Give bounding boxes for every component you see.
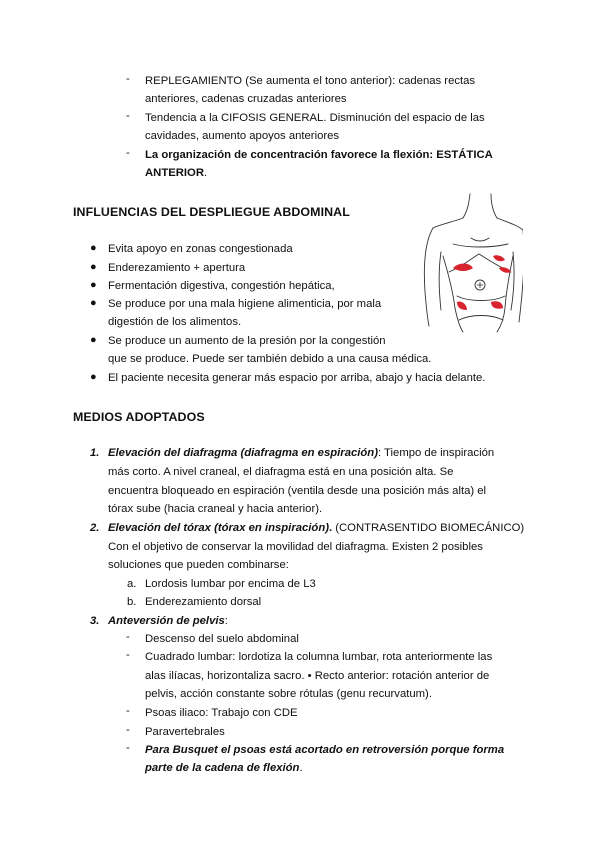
top-item-1-line-2: anteriores, cadenas cruzadas anteriores [145,93,347,105]
medios-item-1-line-2: más corto. A nivel craneal, el diafragma está en una posición alta. Se [108,466,454,478]
bullet-item: Evita apoyo en zonas congestionada [108,243,293,255]
medios-item-3-sub-2-line-3: pelvis, acción constante sobre rótulas (genu recurvatum). [145,688,432,700]
top-item-3-line-1: La organización de concentración favorece la flexión: ESTÁTICA [145,149,493,161]
sublist-item: Enderezamiento dorsal [145,596,262,608]
sublist-item: Lordosis lumbar por encima de L3 [145,578,316,590]
medios-item-3-sub-3: Psoas iliaco: Trabajo con CDE [145,707,298,719]
list-number: 1. [90,447,100,459]
dash-marker: - [126,742,130,754]
bullet-marker: ● [90,297,97,309]
medios-item-1-line-1 [108,444,494,462]
medios-item-3-sub-2-line-2: alas ilíacas, horizontaliza sacro. • Recto anterior: rotación anterior de [145,670,490,682]
medios-item-1-rest: Tiempo de inspiración [381,447,495,459]
congestion-mark [491,301,503,309]
dash-marker: - [126,147,130,159]
congestion-mark [457,301,467,310]
bullet-marker: ● [90,261,97,273]
medios-item-3-line-1 [108,612,228,630]
bullet-item-continuation: digestión de los alimentos. [108,316,242,328]
bullet-item: Enderezamiento + apertura [108,262,246,274]
medios-item-2-title: Elevación del tórax (tórax en inspiración) [108,522,329,534]
section-heading-influencias: INFLUENCIAS DEL DESPLIEGUE ABDOMINAL [73,205,350,219]
bullet-item: Fermentación digestiva, congestión hepática, [108,280,335,292]
abdomen-torso-illustration [413,192,523,342]
top-item-1-line-1: REPLEGAMIENTO (Se aumenta el tono anterior): cadenas rectas [145,75,476,87]
bullet-marker: ● [90,371,97,383]
bullet-item: Se produce un aumento de la presión por la congestión [108,335,386,347]
top-item-2-line-2: cavidades, aumento apoyos anteriores [145,130,340,142]
congestion-mark [453,264,473,272]
medios-item-3-title: Anteversión de pelvis [108,615,225,627]
top-item-3-line-2 [145,164,207,182]
bullet-item: Se produce por una mala higiene alimenticia, por mala [108,298,382,310]
dash-marker: - [126,705,130,717]
bullet-marker: ● [90,279,97,291]
medios-item-3-sub-5-suffix: . [299,762,303,774]
medios-item-1-title: Elevación del diafragma (diafragma en espiración) [108,447,378,459]
medios-item-3-sub-5-line-2 [145,759,303,777]
medios-item-1-line-3: encuentra bloqueado en espiración (ventila desde una posición más alta) el [108,485,487,497]
bullet-marker: ● [90,334,97,346]
bullet-item-continuation: que se produce. Puede ser también debido a una causa médica. [108,353,432,365]
top-item-3-suffix: . [204,167,208,179]
medios-item-3-sub-2-line-1: Cuadrado lumbar: lordotiza la columna lumbar, rota anteriormente las [145,651,493,663]
dash-marker: - [126,631,130,643]
medios-item-3-sub-4: Paravertebrales [145,726,225,738]
congestion-mark [499,267,511,273]
medios-item-3-sub-5-bold: parte de la cadena de flexión [145,762,300,774]
bullet-item: El paciente necesita generar más espacio por arriba, abajo y hacia delante. [108,372,486,384]
medios-item-2-line-2: Con el objetivo de conservar la movilidad del diafragma. Existen 2 posibles [108,541,483,553]
medios-item-3-sub-5-line-1: Para Busquet el psoas está acortado en retroversión porque forma [145,744,505,756]
bullet-marker: ● [90,242,97,254]
sublist-marker: a. [127,578,137,590]
congestion-mark [493,255,505,261]
medios-item-1-title-suffix: : [377,447,382,459]
medios-item-2-line-1 [108,519,524,537]
top-item-3-bold: ANTERIOR [145,167,204,179]
list-number: 2. [90,522,100,534]
dash-marker: - [126,73,130,85]
list-number: 3. [90,615,100,627]
medios-item-3-title-suffix: : [224,615,228,627]
medios-item-1-line-4: tórax sube (hacia craneal y hacia anterior). [108,503,323,515]
medios-item-3-sub-1: Descenso del suelo abdominal [145,633,299,645]
sublist-marker: b. [127,596,137,608]
medios-item-2-line-3: soluciones que pueden combinarse: [108,559,289,571]
section-heading-medios: MEDIOS ADOPTADOS [73,410,205,424]
dash-marker: - [126,649,130,661]
medios-item-2-rest: (CONTRASENTIDO BIOMECÁNICO) [332,522,525,534]
top-item-2-line-1: Tendencia a la CIFOSIS GENERAL. Disminución del espacio de las [145,112,485,124]
dash-marker: - [126,724,130,736]
dash-marker: - [126,110,130,122]
medios-item-2-title-suffix: . [328,522,333,534]
